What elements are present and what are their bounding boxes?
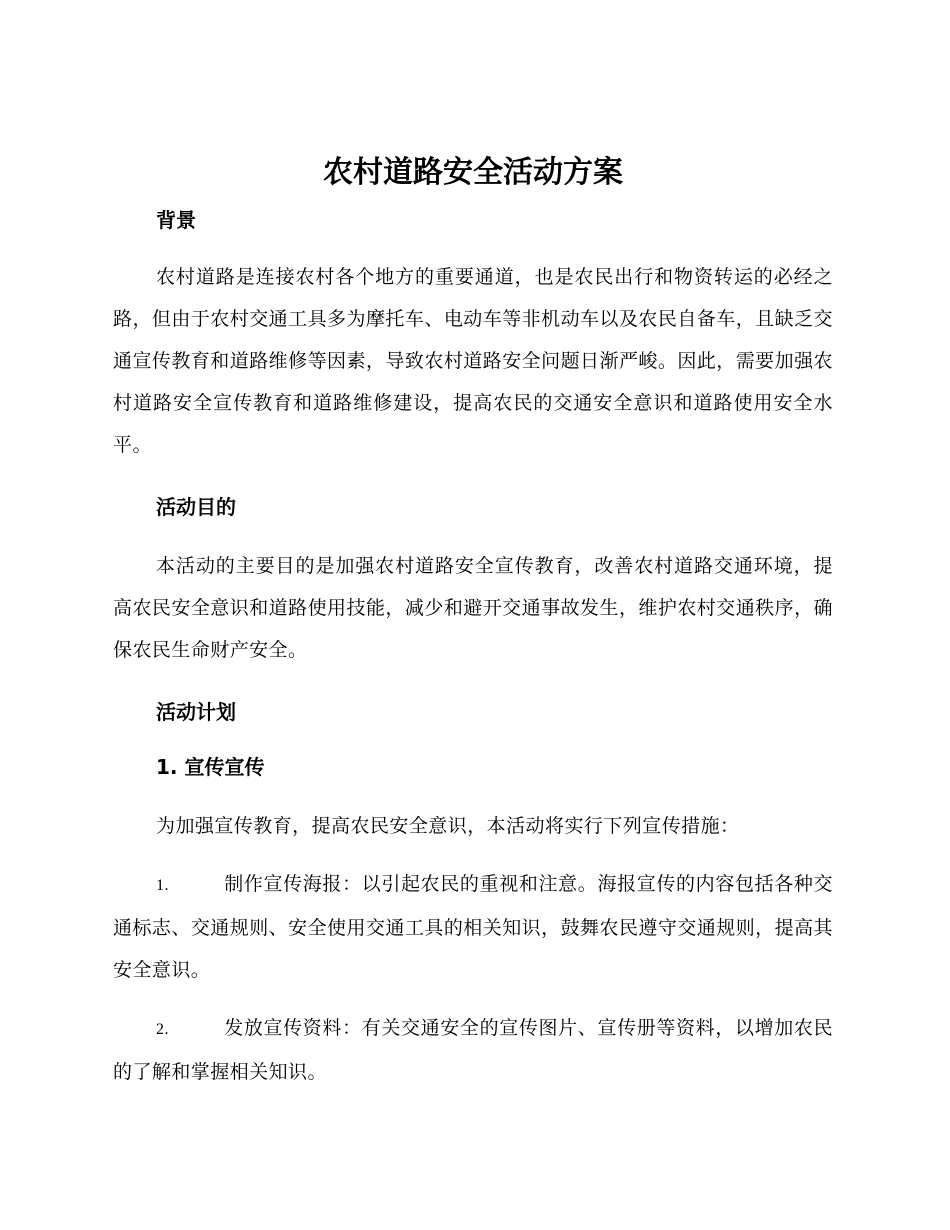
document-body xyxy=(113,150,833,1093)
list-item-text: 制作宣传海报：以引起农民的重视和注意。海报宣传的内容包括各种交通标志、交通规则、安全使用交通工具的相关知识，鼓舞农民遵守交通规则，提高其安全意识。 xyxy=(113,873,833,981)
section-paragraph-background: 农村道路是连接农村各个地方的重要通道，也是农民出行和物资转运的必经之路，但由于农村交通工具多为摩托车、电动车等非机动车以及农民自备车，且缺乏交通宣传教育和道路维修等因素，导致农村道路安全问题日渐严峻。因此，需要加强农村道路安全宣传教育和道路维修建设，提高农民的交通安全意识和道路使用安全水平。 xyxy=(113,266,833,456)
subsection-heading-publicity: 1. 宣传宣传 xyxy=(156,755,265,779)
list-item-number: 1. xyxy=(156,877,169,894)
section-heading-plan: 活动计划 xyxy=(156,700,236,724)
list-item xyxy=(113,1007,833,1093)
subsection-intro: 为加强宣传教育，提高农民安全意识，本活动将实行下列宣传措施： xyxy=(156,815,740,837)
list-item-text: 发放宣传资料：有关交通安全的宣传图片、宣传册等资料，以增加农民的了解和掌握相关知识。 xyxy=(113,1017,833,1083)
section-heading-background: 背景 xyxy=(156,208,196,232)
list-item xyxy=(113,863,833,991)
section-paragraph-purpose: 本活动的主要目的是加强农村道路安全宣传教育，改善农村道路交通环境，提高农民安全意识和道路使用技能，减少和避开交通事故发生，维护农村交通秩序，确保农民生命财产安全。 xyxy=(113,555,833,661)
list-item-number: 2. xyxy=(156,1021,169,1038)
section-heading-purpose: 活动目的 xyxy=(156,495,236,519)
document-title: 农村道路安全活动方案 xyxy=(323,155,623,190)
